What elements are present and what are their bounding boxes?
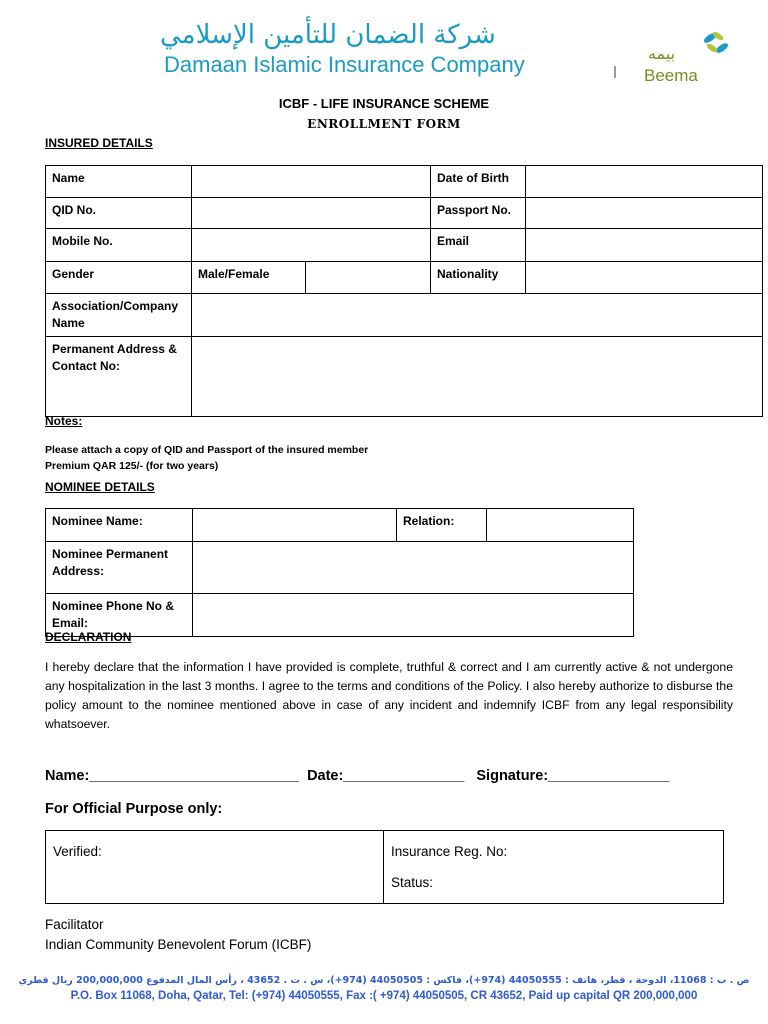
nominee-details-heading: NOMINEE DETAILS: [45, 480, 155, 494]
official-heading: For Official Purpose only:: [45, 801, 223, 817]
name-field[interactable]: [192, 166, 431, 198]
note-premium: Premium QAR 125/- (for two years): [45, 460, 219, 472]
nationality-label: Nationality: [431, 262, 526, 294]
email-label: Email: [431, 229, 526, 262]
passport-label: Passport No.: [431, 198, 526, 229]
reg-no-label: Insurance Reg. No:: [391, 844, 508, 859]
nominee-phone-field[interactable]: [193, 594, 634, 637]
verified-cell[interactable]: [46, 831, 384, 904]
relation-field[interactable]: [487, 509, 634, 542]
declaration-text: I hereby declare that the information I have provided is complete, truthful & correct and I am currently active & not undergone any hospitalization in the last 3 months. I agree to the terms and conditions of the Policy. I also hereby authorize to disburse the policy amount to the nominee mentioned above in case of any incident and indemnify ICBF from any legal responsibility whatsoever.: [45, 660, 733, 731]
gender-options[interactable]: Male/Female: [192, 262, 306, 294]
notes-heading: Notes:: [45, 414, 83, 428]
relation-label: Relation:: [397, 509, 487, 542]
reg-status-cell[interactable]: [384, 831, 724, 904]
gender-label: Gender: [46, 262, 192, 294]
company-name-english: Damaan Islamic Insurance Company: [164, 52, 525, 77]
footer-arabic: ص . ب : 11068، الدوحة ، قطر، هاتف : 44050555 (974+)، فاكس : 44050505 (974+)، س . ت . 43652 ، رأس المال المدفوع 200,000,000 ريال قطري: [18, 975, 750, 986]
sign-signature-field[interactable]: Signature:_______________: [476, 768, 670, 784]
insured-details-table: [45, 165, 763, 417]
association-label: Association/Company Name: [46, 294, 192, 337]
dob-field[interactable]: [526, 166, 763, 198]
signature-line: [45, 768, 669, 784]
qid-label: QID No.: [46, 198, 192, 229]
note-attach: Please attach a copy of QID and Passport of the insured member: [45, 444, 369, 456]
mobile-label: Mobile No.: [46, 229, 192, 262]
address-label: Permanent Address & Contact No:: [46, 337, 192, 417]
association-field[interactable]: [192, 294, 763, 337]
email-field[interactable]: [526, 229, 763, 262]
verified-label: Verified:: [53, 844, 102, 859]
qid-field[interactable]: [192, 198, 431, 229]
nominee-address-field[interactable]: [193, 542, 634, 594]
name-label: Name: [46, 166, 192, 198]
nominee-address-label: Nominee Permanent Address:: [46, 542, 193, 594]
gender-field[interactable]: [306, 262, 431, 294]
sign-name-field[interactable]: Name:__________________________: [45, 768, 299, 784]
nominee-name-field[interactable]: [193, 509, 397, 542]
declaration-heading: DECLARATION: [45, 630, 132, 644]
official-table: [45, 830, 724, 904]
company-name-arabic: شركة الضمان للتأمين الإسلامي: [160, 20, 496, 50]
nominee-name-label: Nominee Name:: [46, 509, 193, 542]
nominee-details-table: [45, 508, 634, 637]
facilitator-label: Facilitator: [45, 917, 104, 932]
status-label: Status:: [391, 875, 434, 890]
address-field[interactable]: [192, 337, 763, 417]
form-title: ICBF - LIFE INSURANCE SCHEME: [278, 96, 490, 111]
insured-details-heading: INSURED DETAILS: [45, 136, 153, 150]
dob-label: Date of Birth: [431, 166, 526, 198]
nominee-phone-label: Nominee Phone No & Email:: [46, 594, 193, 637]
nationality-field[interactable]: [526, 262, 763, 294]
form-subtitle: ENROLLMENT FORM: [307, 117, 461, 131]
beema-logo-arabic: بيمه: [648, 44, 676, 63]
mobile-field[interactable]: [192, 229, 431, 262]
sign-date-field[interactable]: Date:_______________: [307, 768, 465, 784]
footer-english: P.O. Box 11068, Doha, Qatar, Tel: (+974) 44050555, Fax :( +974) 44050505, CR 43652, Paid up capital QR 200,000,000: [70, 990, 698, 1002]
facilitator-org: Indian Community Benevolent Forum (ICBF): [45, 937, 312, 952]
beema-logo-english: Beema: [644, 66, 698, 85]
passport-field[interactable]: [526, 198, 763, 229]
